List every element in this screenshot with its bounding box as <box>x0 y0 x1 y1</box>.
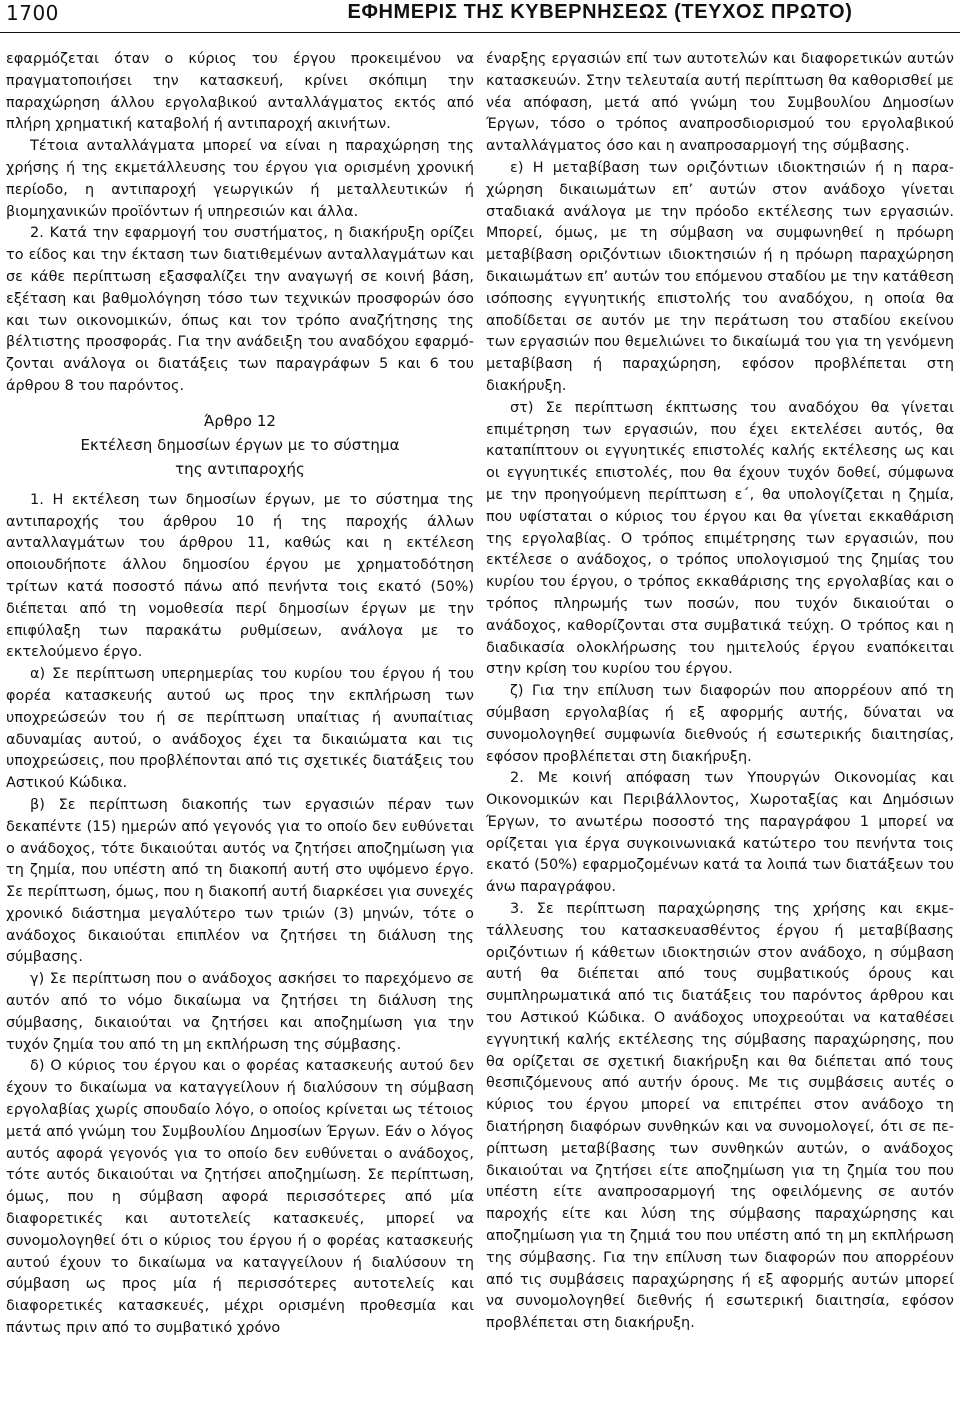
paragraph: 3. Σε περίπτωση παραχώρησης της χρήσης και εκμετάλλευσης του κατασκευασθέντος έργου ή μεταβίβασης οριζόντιων ή κάθετων ιδιοκτησιών στον ανάδοχο, η σύμβαση αυτή θα διέπεται από τους συμβατικούς όρους και συμπληρωματικά από τις διατάξεις του παρόντος άρθρου και του Αστικού Κώδικα. Ο ανάδοχος υποχρεούται να καταθέσει εγγυητική καλής εκτέλεσης της σύμβασης παραχώρησης, που θα ορίζεται σε σχετική διακήρυξη και θα διέπεται από τους θεσπιζόμενους από αυτήν όρους. Με τις συμβάσεις αυτές ο κύριος του έργου μπορεί να επιτρέπει στον ανάδοχο τη διατήρηση διαφόρων συνθηκών και να συνομολογεί, ότι σε περίπτωση μεταβίβασης των συνθηκών αυτών, ο ανάδοχος δικαιούται να ζητήσει είτε αποζημίωση για τη ζημία του που υπέστη είτε αναπροσαρμογή της οφειλόμενης σε αυτόν παροχής είτε και λύση της σύμβασης παραχώρησης και αποζημίωση για τη ζημιά του που υπέστη από τη μη εκπλήρωση της σύμβασης. Για την επίλυση των διαφορών που απορρέουν από τις συμβάσεις παραχώρησης ή εξ αφορμής αυτών μπορεί να συνομολογηθεί διεθνής ή εσωτερική διαιτησία, εφόσον προβλέπεται στη διακήρυξη. <box>486 901 954 1332</box>
paragraph: 2. Με κοινή απόφαση των Υπουργών Οικονομίας και Οικονομικών και Περιβάλλοντος, Χωροταξίας και Δημόσιων Έργων, το ανωτέρω ποσοστό της παραγράφου 1 μπορεί να ορίζεται για έργα συγκοινωνιακά κατώτερο του πενήντα τοις εκατό (50%) εφαρμοζομένων κατά τα λοιπά των διατάξεων του άνω παραγράφου. <box>486 770 954 896</box>
header-rule <box>0 32 960 33</box>
page-header <box>0 0 960 36</box>
paragraph: β) Σε περίπτωση διακοπής των εργασιών πέραν των δεκαπέντε (15) ημερών από γεγονός για το οποίο δεν ευθύνεται ο ανάδοχος, τότε δικαιούται αυτός να ζητήσει αποζημίωση για τη ζημία, που υπέστη από τη διακοπή αυτή στο υψόμενο έργο. Σε περίπτωση, όμως, που η διακοπή αυτή διαρκέσει για συνεχές χρονικό διάστημα μεγαλύτερο των τριών (3) μηνών, τότε ο ανάδοχος δικαιούται επιπλέον να ζητήσει τη διάλυση της σύμβασης. <box>6 796 474 966</box>
paragraph: εφαρμόζεται όταν ο κύριος του έργου προκειμένου να πραγματοποιήσει την κατασκευή, κρίνει σκόπιμη την παραχώρηση άλλου εργολαβικού ανταλλάγματος εκτός από πλήρη χρηματική καταβολή ή αντιπαροχή ακινήτων. <box>6 51 474 133</box>
paragraph: 2. Κατά την εφαρμογή του συστήματος, η διακήρυξη ορίζει το είδος και την έκταση των διατιθεμένων ανταλλαγμάτων και σε κάθε περίπτωση εξασφαλίζει την αναγωγή σε κοινή βάση, εξέταση και βαθμολόγηση τόσο των τεχνικών προσφορών όσο και των οικονομικών, όπως και τον τρόπο αναζήτησης της βέλτιστης προσφοράς. Για την ανάδειξη του αναδόχου εφαρμόζονται ανάλογα οι διατάξεις των παραγράφων 5 και 6 του άρθρου 8 του παρόντος. <box>6 225 474 394</box>
page-number: 1700 <box>6 1 59 25</box>
right-column <box>486 49 954 1421</box>
article-number: Άρθρο 12 <box>203 411 277 430</box>
paragraph: γ) Σε περίπτωση που ο ανάδοχος ασκήσει το παρεχόμενο σε αυτόν από το νόμο δικαίωμα να ζητήσει τη διάλυση της σύμβασης, δικαιούται να ζητήσει και αποζημίωση για την τυχόν ζημία του από τη μη εκπλήρωση της σύμβασης. <box>6 971 474 1053</box>
article-heading <box>6 409 474 481</box>
paragraph: ζ) Για την επίλυση των διαφορών που απορρέουν από τη σύμβαση εργολαβίας ή εξ αφορμής αυτής, δύναται να συνομολογηθεί συμφωνία διεθνούς ή εσωτερικής διαιτησίας, εφόσον προβλέπεται στη διακήρυξη. <box>486 683 954 765</box>
paragraph: ε) Η μεταβίβαση των οριζόντιων ιδιοκτησιών ή η παραχώρηση δικαιωμάτων επ’ αυτών στον ανάδοχο γίνεται σταδιακά ανάλογα με την πρόοδο εκτέλεσης των εργασιών. Μπορεί, όμως, με τη σύμβαση να συμφωνηθεί η πρόωρη μεταβίβαση οριζόντιων ιδιοκτησιών ή η πρόωρη παραχώρηση δικαιωμάτων επ’ αυτών του επόμενου σταδίου με την κατάθεση ισόποσης εγγυητικής επιστολής του αναδόχου, η οποία θα αποδίδεται σε αυτόν με την περάτωση του σταδίου εκείνου των εργασιών που θεμελιώνει το δικαίωμά του για τη γενόμενη μεταβίβαση ή παραχώρηση, εφόσον προβλέπεται στη διακήρυξη. <box>486 159 954 394</box>
paragraph: έναρξης εργασιών επί των αυτοτελών και διαφορετικών αυτών κατασκευών. Στην τελευταία αυτή περίπτωση θα καθορισθεί με νέα απόφαση, μετά από γνώμη του Συμβουλίου Δημοσίων Έργων, τόσο ο τρόπος αναπροσδιορισμού του εργολαβικού ανταλλάγματος όσο και η αναπροσαρμογή της σύμβασης. <box>486 51 954 155</box>
article-title-line-2: της αντιπαροχής <box>175 459 305 478</box>
article-title-line-1: Εκτέλεση δημοσίων έργων με το σύστημα <box>80 435 400 454</box>
paragraph: στ) Σε περίπτωση έκπτωσης του αναδόχου θα γίνεται επιμέτρηση των εργασιών, που έχει εκτελέσει αυτός, θα καταπίπτουν οι εγγυητικές επιστολές καλής εκτέλεσης ως και οι εγγυητικές επιστολές, που θα έχουν τυχόν δοθεί, σύμφωνα με την προηγούμενη περίπτωση ε΄, θα υπολογίζεται η ζημία, που υφίσταται ο κύριος του έργου και θα γίνεται εκκαθάριση της εργολαβίας. Ο τρόπος επιμέτρησης των εργασιών, που εκτέλεσε ο ανάδοχος, ο τρόπος υπολογισμού της ζημίας του κυρίου του έργου, ο τρόπος εκκαθάρισης της εργολαβίας και ο τρόπος πληρωμής των ποσών, που τυχόν δικαιούται ο ανάδοχος, καθορίζονται στα συμβατικά τεύχη. Ο τρόπος και η διαδικασία ολοκλήρωσης του ημιτελούς έργου εναπόκειται στην κρίση του κυρίου του έργου. <box>486 399 954 678</box>
paragraph: Τέτοια ανταλλάγματα μπορεί να είναι η παραχώρηση της χρήσης ή της εκμετάλλευσης του έργου για ορισμένη χρονική περίοδο, η αντιπαροχή γεωργικών ή μεταλλευτικών ή βιομηχανικών προϊόντων ή υπηρεσιών και άλλα. <box>6 138 474 220</box>
left-column <box>6 49 474 1421</box>
journal-title: ΕΦΗΜΕΡΙΣ ΤΗΣ ΚΥΒΕΡΝΗΣΕΩΣ (ΤΕΥΧΟΣ ΠΡΩΤΟ) <box>347 1 853 23</box>
paragraph: 1. Η εκτέλεση των δημοσίων έργων, με το σύστημα της αντιπαροχής του άρθρου 10 ή της παροχής άλλων ανταλλαγμάτων του άρθρου 11, καθώς και η εκτέλεση οποιουδήποτε άλλου δημοσίου έργου με χρηματοδότηση τρίτων κατά ποσοστό πάνω από πενήντα τοις εκατό (50%) διέπεται από τη νομοθεσία περί δημοσίων έργων με την επιφύλαξη των παρακάτω ρυθμίσεων, ανάλογα με το εκτελούμενο έργο. <box>6 491 474 661</box>
paragraph: δ) Ο κύριος του έργου και ο φορέας κατασκευής αυτού δεν έχουν το δικαίωμα να καταγγείλουν ή διαλύσουν τη σύμβαση εργολαβίας χωρίς σπουδαίο λόγο, ο οποίος κρίνεται ως τέτοιος μετά από γνώμη του Συμβουλίου Δημοσίων Έργων. Εάν ο λόγος αυτός αφορά γεγονός για το οποίο δεν ευθύνεται ο ανάδοχος, τότε αυτός δικαιούται να ζητήσει αποζημίωση. Σε περίπτωση, όμως, που η σύμβαση αφορά περισσότερες από μία διαφορετικές και αυτοτελείς κατασκευές, μπορεί να συνομολογηθεί ότι ο κύριος του έργου ή ο φορέας κατασκευής αυτού έχουν το δικαίωμα να καταγγείλουν ή διαλύσουν τη σύμβαση ως προς μία ή περισσότερες αυτοτελείς και διαφορετικές κατασκευές, μέχρι ορισμένη προθεσμία και πάντως πριν από το συμβατικό χρόνο <box>6 1058 474 1337</box>
paragraph: α) Σε περίπτωση υπερημερίας του κυρίου του έργου ή του φορέα κατασκευής αυτού ως προς την εκπλήρωση των υποχρεώσεών του ή σε περίπτωση υπαίτιας ή ανυπαίτιας αδυναμίας αυτού, ο ανάδοχος έχει τα δικαιώματα και τις υποχρεώσεις, που προβλέπονται από τις σχετικές διατάξεις του Αστικού Κώδικα. <box>6 666 474 792</box>
